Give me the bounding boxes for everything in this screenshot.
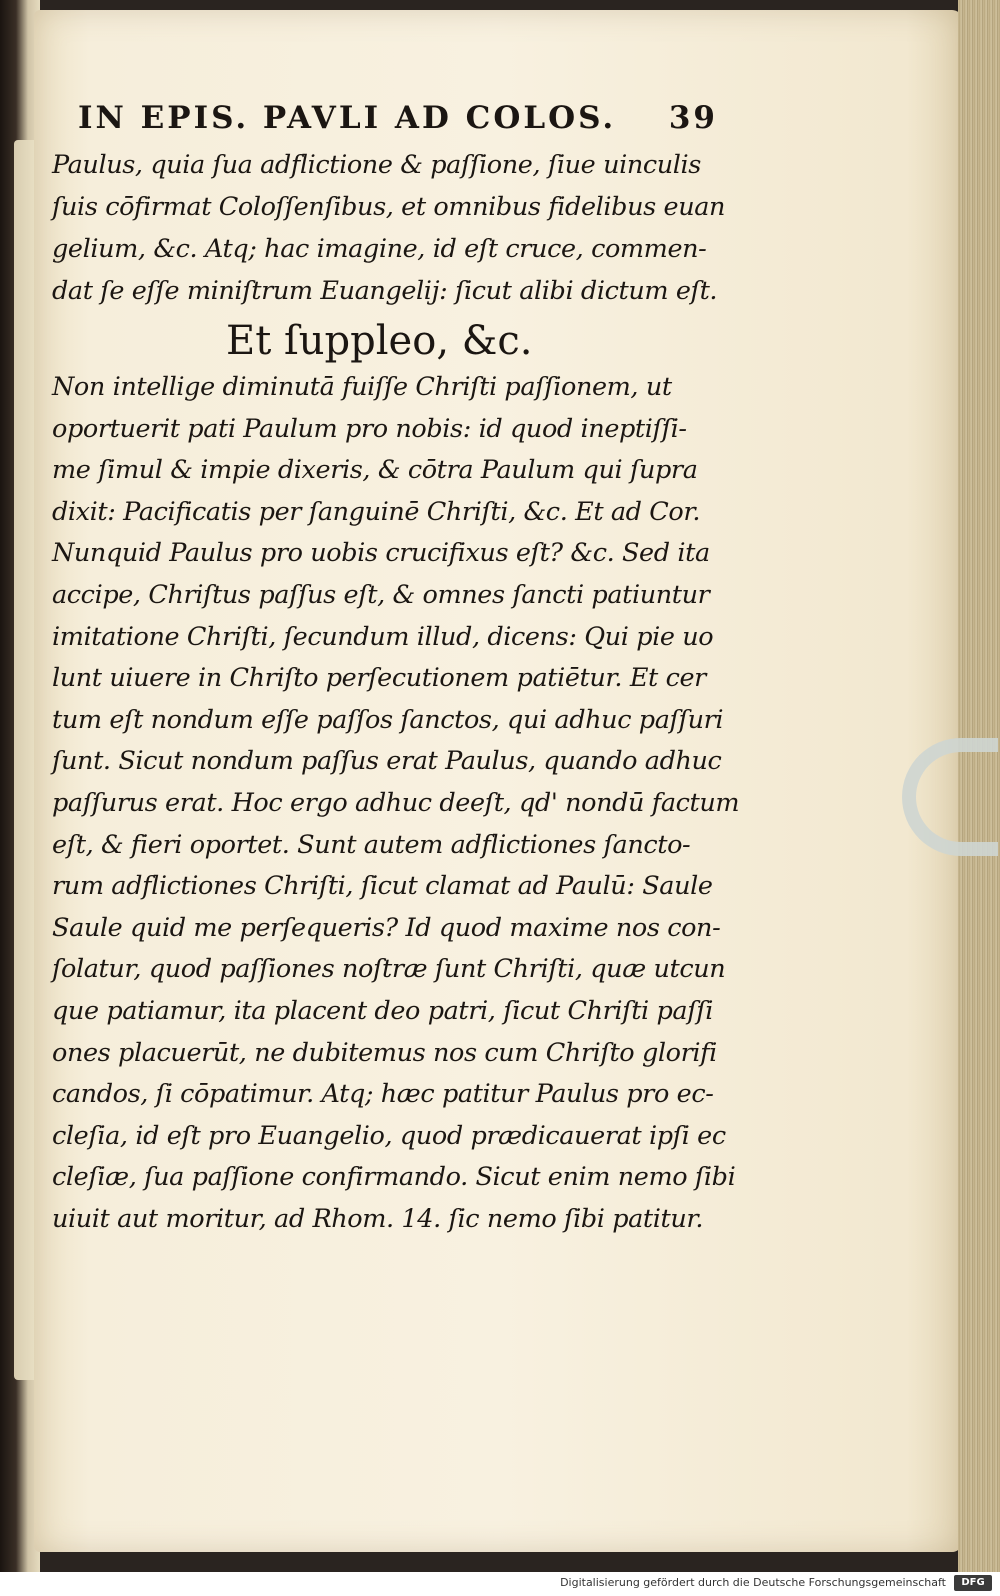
running-head-title: IN EPIS. PAVLI AD COLOS. <box>78 100 617 136</box>
section-heading: Et ſuppleo, &c. <box>226 318 533 364</box>
running-head <box>78 100 718 136</box>
text-line: ſuis cōfirmat Coloſſenſibus, et omnibus fidelibus euan <box>52 192 726 222</box>
text-line: eſt, & fieri oportet. Sunt autem adflictiones ſancto- <box>52 829 691 860</box>
text-line: ſolatur, quod paſſiones noſtræ ſunt Chriſti, quæ utcun <box>52 954 726 985</box>
text-line: tum eſt nondum eſſe paſſos ſanctos, qui adhuc paſſuri <box>52 704 724 735</box>
text-line: Nunquid Paulus pro uobis crucifixus eſt? &c. Sed ita <box>52 538 710 569</box>
folio-number: 39 <box>668 100 718 136</box>
text-line: Paulus, quia ſua adflictione & paſſione, ſiue uinculis <box>52 150 701 180</box>
text-line: accipe, Chriſtus paſſus eſt, & omnes ſancti patiuntur <box>52 580 710 610</box>
text-line: paſſurus erat. Hoc ergo adhuc deeſt, qd' nondū factum <box>52 788 740 818</box>
text-line: imitatione Chriſti, ſecundum illud, dicens: Qui pie uo <box>52 621 714 652</box>
text-line: cleſiæ, ſua paſſione confirmando. Sicut enim nemo ſibi <box>52 1162 736 1193</box>
text-line: ſunt. Sicut nondum paſſus erat Paulus, quando adhuc <box>52 746 722 777</box>
text-line: gelium, &c. Atq; hac imagine, id eſt cruce, commen- <box>52 234 707 264</box>
text-line: Saule quid me perſequeris? Id quod maxime nos con- <box>52 912 721 943</box>
text-line: lunt uiuere in Chriſto perſecutionem patiētur. Et cer <box>52 663 706 694</box>
text-line: dat ſe eſſe miniſtrum Euangelij: ſicut alibi dictum eſt. <box>52 276 718 306</box>
dfg-logo: DFG <box>954 1575 992 1591</box>
text-line: ones placuerūt, ne dubitemus nos cum Chriſto glorifi <box>52 1037 717 1068</box>
text-line: dixit: Pacificatis per ſanguinē Chriſti, &c. Et ad Cor. <box>52 496 701 527</box>
text-line: Non intellige diminutā fuiſſe Chriſti paſſionem, ut <box>52 372 672 402</box>
text-line: me ſimul & impie dixeris, & cōtra Paulum qui ſupra <box>52 455 698 486</box>
text-line: uiuit aut moritur, ad Rhom. 14. ſic nemo ſibi patitur. <box>52 1204 704 1234</box>
footer-bar <box>0 1572 1000 1596</box>
text-line: oportuerit pati Paulum pro nobis: id quod ineptiſſi- <box>52 413 687 444</box>
text-line: que patiamur, ita placent deo patri, ſicut Chriſti paſſi <box>52 996 714 1026</box>
text-line: cleſia, id eſt pro Euangelio, quod prædicauerat ipſi ec <box>52 1120 726 1151</box>
text-line: candos, ſi cōpatimur. Atq; hæc patitur Paulus pro ec- <box>52 1079 714 1110</box>
text-line: rum adflictiones Chriſti, ſicut clamat ad Paulū: Saule <box>52 871 713 902</box>
footer-credit: Digitalisierung gefördert durch die Deutsche Forschungsgemeinschaft <box>560 1576 946 1589</box>
